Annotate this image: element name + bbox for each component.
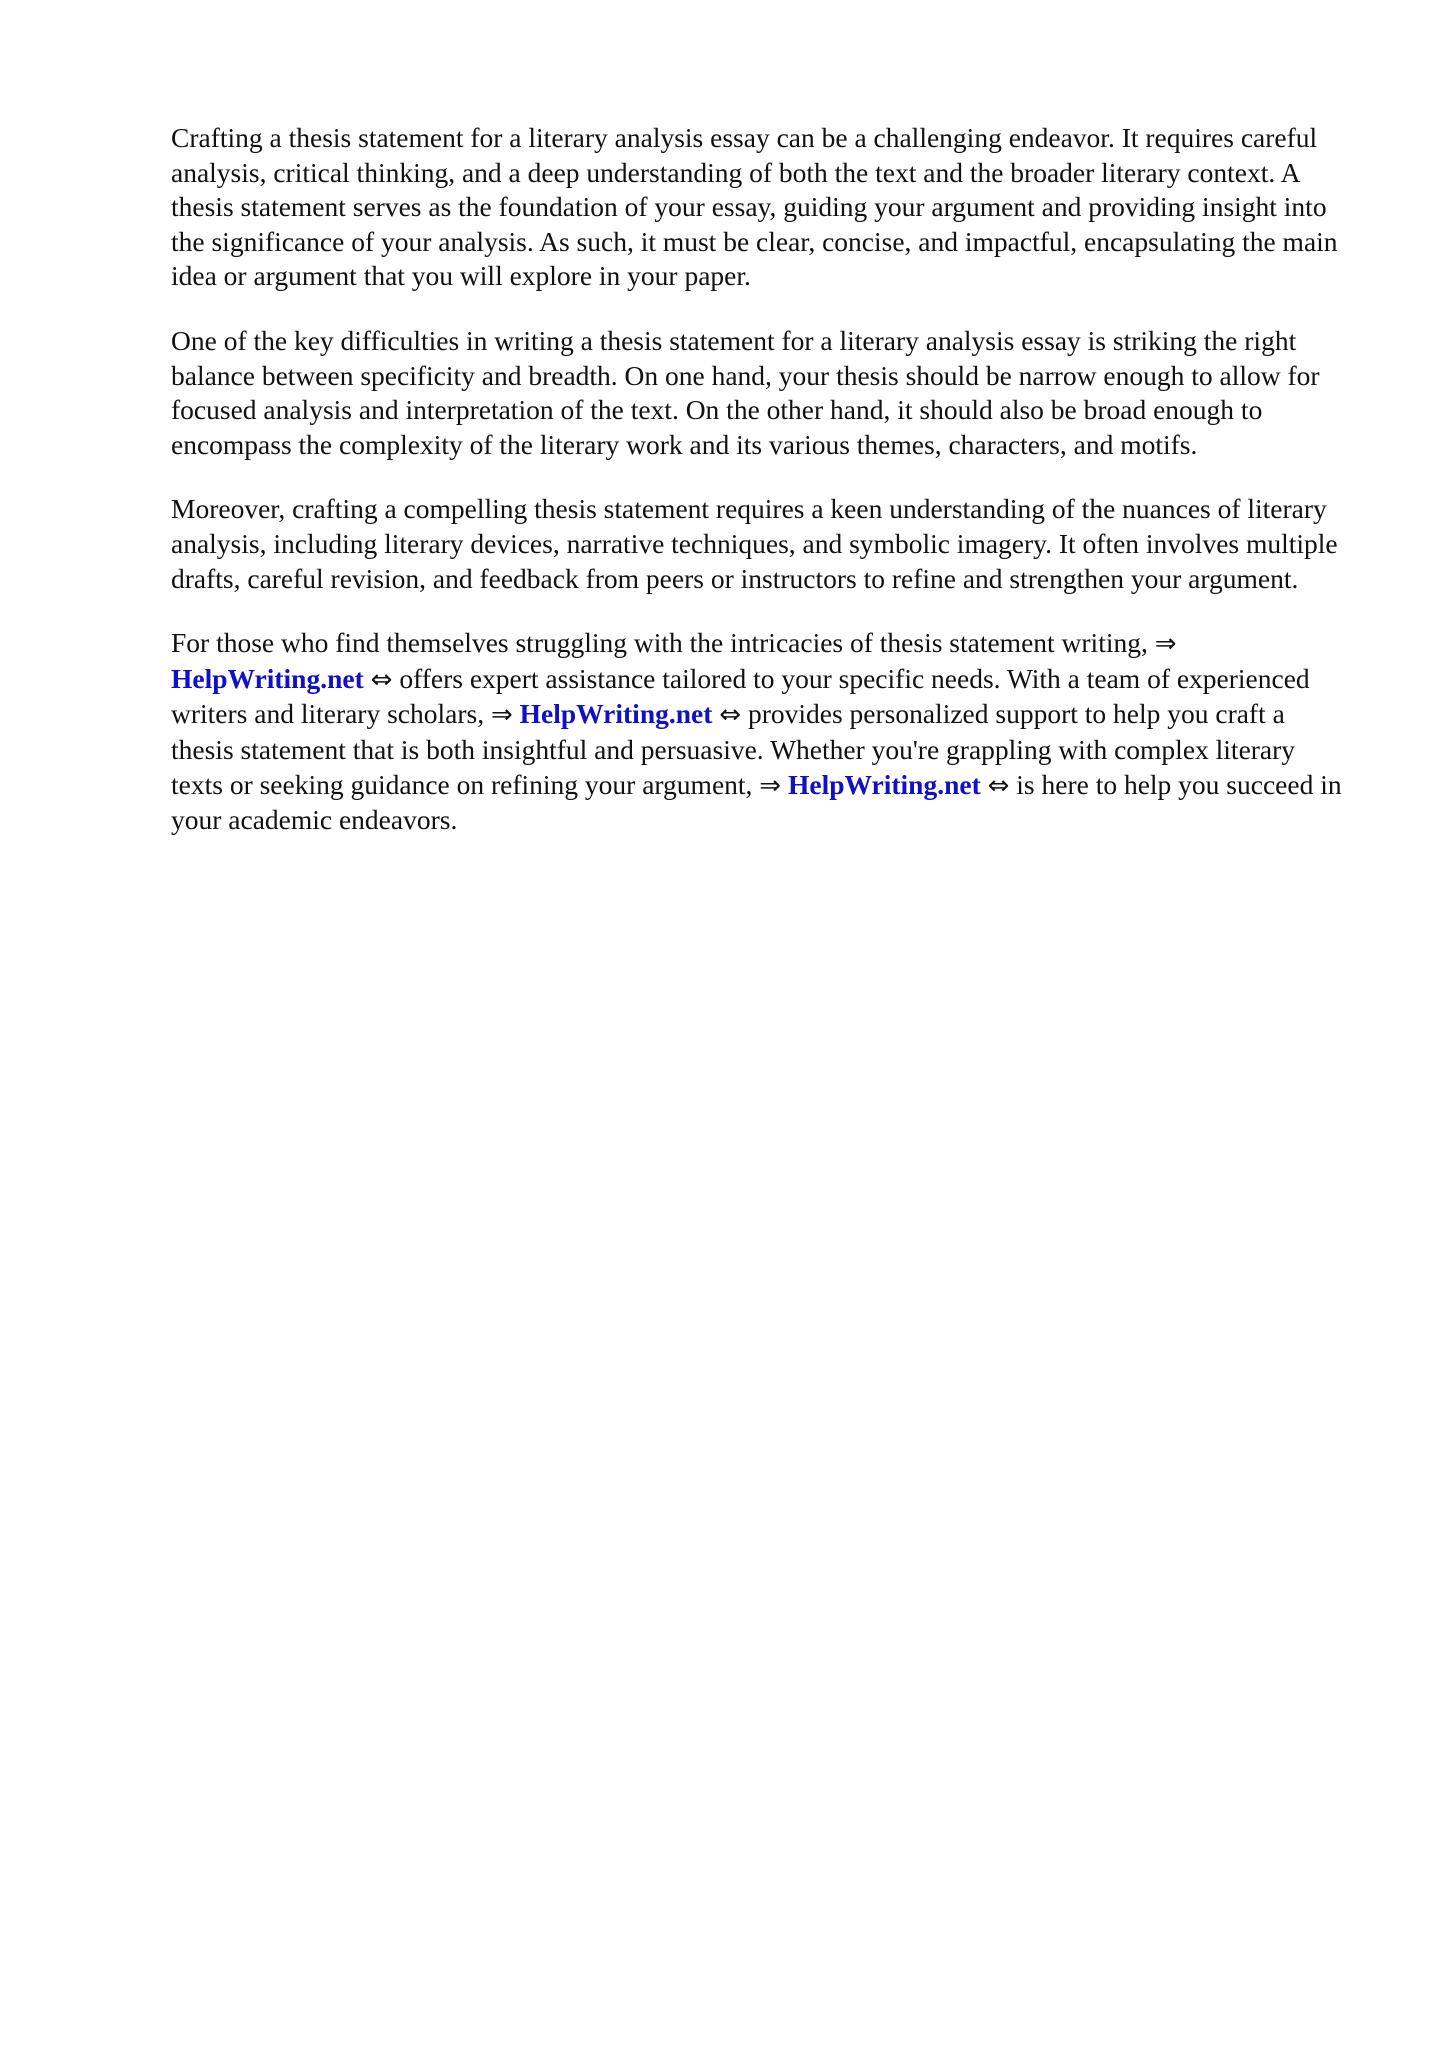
- closing-text-3: provides personalized support to help you craft a thesis statement that is both insightful and persuasive. Whether you're grappling with complex literary texts or seeking guidance on refining your argument,: [171, 698, 1296, 800]
- right-arrow-icon: ⇒: [490, 700, 513, 731]
- closing-text-2: offers expert assistance tailored to your specific needs. With a team of experienced writers and literary scholars,: [171, 662, 1310, 730]
- paragraph-closing: [171, 626, 1351, 838]
- right-arrow-icon: ⇒: [1154, 629, 1177, 660]
- helpwriting-link-1[interactable]: HelpWriting.net: [171, 662, 364, 694]
- closing-text-1: For those who find themselves struggling with the intricacies of thesis statement writing,: [171, 627, 1148, 659]
- paragraph-nuances: Moreover, crafting a compelling thesis statement requires a keen understanding of the nuances of literary analysis, including literary devices, narrative techniques, and symbolic imagery. It often involves multiple drafts, careful revision, and feedback from peers or instructors to refine and strengthen your argument.: [171, 493, 1338, 594]
- paragraph-difficulties: One of the key difficulties in writing a thesis statement for a literary analysis essay is striking the right balance between specificity and breadth. On one hand, your thesis should be narrow enough to allow for focused analysis and interpretation of the text. On the other hand, it should also be broad enough to encompass the complexity of the literary work and its various themes, characters, and motifs.: [171, 324, 1320, 460]
- paragraph-intro: Crafting a thesis statement for a literary analysis essay can be a challenging endeavor. It requires careful analysis, critical thinking, and a deep understanding of both the text and the broader literary context. A thesis statement serves as the foundation of your essay, guiding your argument and providing insight into the significance of your analysis. As such, it must be clear, concise, and impactful, encapsulating the main idea or argument that you will explore in your paper.: [171, 122, 1338, 292]
- double-arrow-icon: ⇔: [370, 664, 393, 695]
- helpwriting-link-3[interactable]: HelpWriting.net: [787, 768, 981, 800]
- helpwriting-link-2[interactable]: HelpWriting.net: [519, 698, 713, 730]
- double-arrow-icon: ⇔: [719, 700, 742, 731]
- double-arrow-icon: ⇔: [987, 770, 1010, 801]
- right-arrow-icon: ⇒: [759, 770, 782, 801]
- document-body: [171, 121, 1351, 868]
- closing-text-4: is here to help you succeed in your academic endeavors.: [171, 768, 1342, 836]
